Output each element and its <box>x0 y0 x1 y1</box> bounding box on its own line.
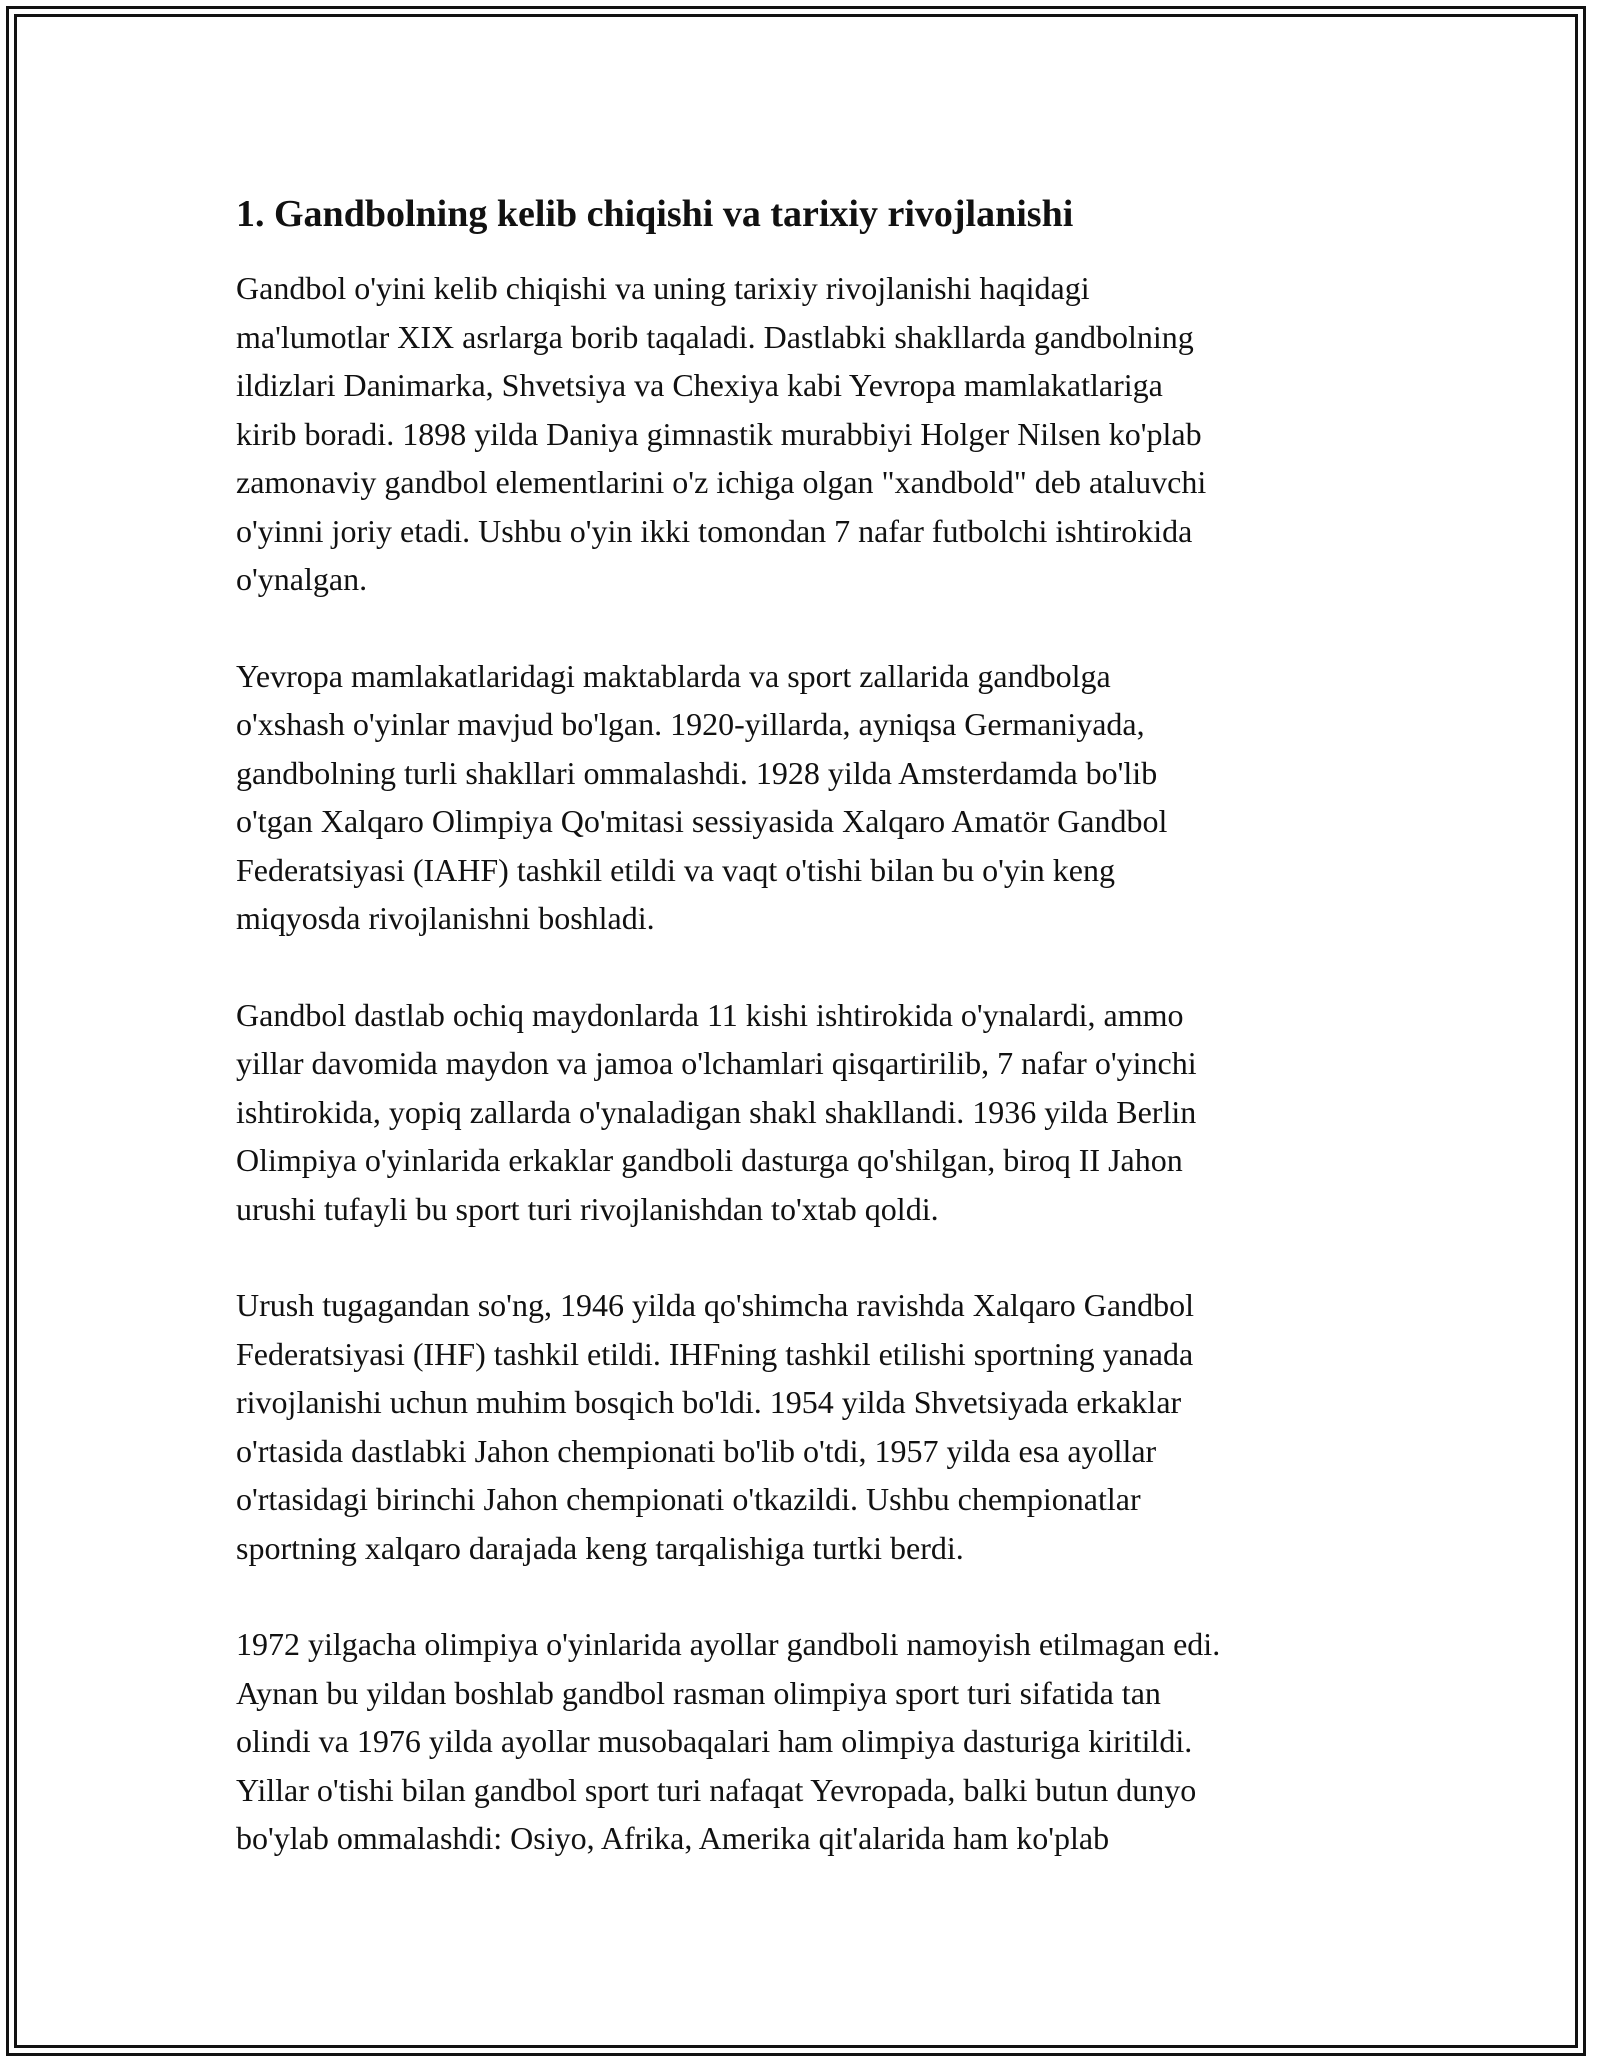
paragraph-line: olindi va 1976 yilda ayollar musobaqalari ham olimpiya dasturiga kiritildi. <box>236 1723 1193 1759</box>
document-body <box>236 186 1376 1911</box>
paragraph-line: kirib boradi. 1898 yilda Daniya gimnastik murabbiyi Holger Nilsen ko'plab <box>236 415 1202 452</box>
paragraph-line: rivojlanishi uchun muhim bosqich bo'ldi. 1954 yilda Shvetsiyada erkaklar <box>236 1384 1182 1420</box>
paragraph-line: 1972 yilgacha olimpiya o'yinlarida ayollar gandboli namoyish etilmagan edi. <box>236 1626 1221 1662</box>
paragraph-line: gandbolning turli shakllari ommalashdi. 1928 yilda Amsterdamda bo'lib <box>236 754 1158 791</box>
paragraph-line: Federatsiyasi (IAHF) tashkil etildi va vaqt o'tishi bilan bu o'yin keng <box>236 851 1115 888</box>
paragraph-line: o'rtasida dastlabki Jahon chempionati bo'lib o'tdi, 1957 yilda esa ayollar <box>236 1432 1157 1469</box>
paragraph-5 <box>236 1620 1376 1863</box>
paragraph-line: zamonaviy gandbol elementlarini o'z ichiga olgan "xandbold" deb ataluvchi <box>236 464 1207 500</box>
paragraph-1 <box>236 264 1376 604</box>
paragraph-2 <box>236 652 1376 943</box>
paragraph-line: Federatsiyasi (IHF) tashkil etildi. IHFning tashkil etilishi sportning yanada <box>236 1335 1194 1372</box>
paragraph-line: ishtirokida, yopiq zallarda o'ynaladigan shakl shakllandi. 1936 yilda Berlin <box>236 1093 1197 1130</box>
paragraph-line: o'rtasidagi birinchi Jahon chempionati o'tkazildi. Ushbu chempionatlar <box>236 1481 1141 1517</box>
paragraph-line: Aynan bu yildan boshlab gandbol rasman olimpiya sport turi sifatida tan <box>236 1674 1161 1711</box>
section-heading: 1. Gandbolning kelib chiqishi va tarixiy rivojlanishi <box>236 193 1074 235</box>
paragraph-line: o'tgan Xalqaro Olimpiya Qo'mitasi sessiyasida Xalqaro Amatör Gandbol <box>236 803 1168 839</box>
paragraph-line: o'xshash o'yinlar mavjud bo'lgan. 1920-yillarda, ayniqsa Germaniyada, <box>236 706 1145 742</box>
paragraph-line: ildizlari Danimarka, Shvetsiya va Chexiya kabi Yevropa mamlakatlariga <box>236 367 1163 403</box>
paragraph-line: Olimpiya o'yinlarida erkaklar gandboli dasturga qo'shilgan, biroq II Jahon <box>236 1142 1183 1178</box>
paragraph-line: urushi tufayli bu sport turi rivojlanishdan to'xtab qoldi. <box>236 1190 939 1227</box>
paragraph-line: Yillar o'tishi bilan gandbol sport turi nafaqat Yevropada, balki butun dunyo <box>236 1771 1197 1808</box>
paragraph-line: Urush tugagandan so'ng, 1946 yilda qo'shimcha ravishda Xalqaro Gandbol <box>236 1287 1194 1323</box>
paragraph-line: miqyosda rivojlanishni boshladi. <box>236 900 655 936</box>
paragraph-line: o'yinni joriy etadi. Ushbu o'yin ikki tomondan 7 nafar futbolchi ishtirokida <box>236 512 1193 549</box>
paragraph-4 <box>236 1281 1376 1572</box>
paragraph-line: o'ynalgan. <box>236 561 368 597</box>
paragraph-line: Gandbol o'yini kelib chiqishi va uning tarixiy rivojlanishi haqidagi <box>236 270 1090 306</box>
paragraph-line: ma'lumotlar XIX asrlarga borib taqaladi. Dastlabki shakllarda gandbolning <box>236 318 1194 355</box>
paragraph-line: Yevropa mamlakatlaridagi maktablarda va sport zallarida gandbolga <box>236 657 1111 694</box>
paragraph-line: sportning xalqaro darajada keng tarqalishiga turtki berdi. <box>236 1529 964 1566</box>
paragraph-line: yillar davomida maydon va jamoa o'lchamlari qisqartirilib, 7 nafar o'yinchi <box>236 1045 1197 1081</box>
paragraph-3 <box>236 991 1376 1234</box>
paragraph-line: Gandbol dastlab ochiq maydonlarda 11 kishi ishtirokida o'ynalardi, ammo <box>236 996 1184 1033</box>
paragraph-line: bo'ylab ommalashdi: Osiyo, Afrika, Amerika qit'alarida ham ko'plab <box>236 1820 1110 1856</box>
